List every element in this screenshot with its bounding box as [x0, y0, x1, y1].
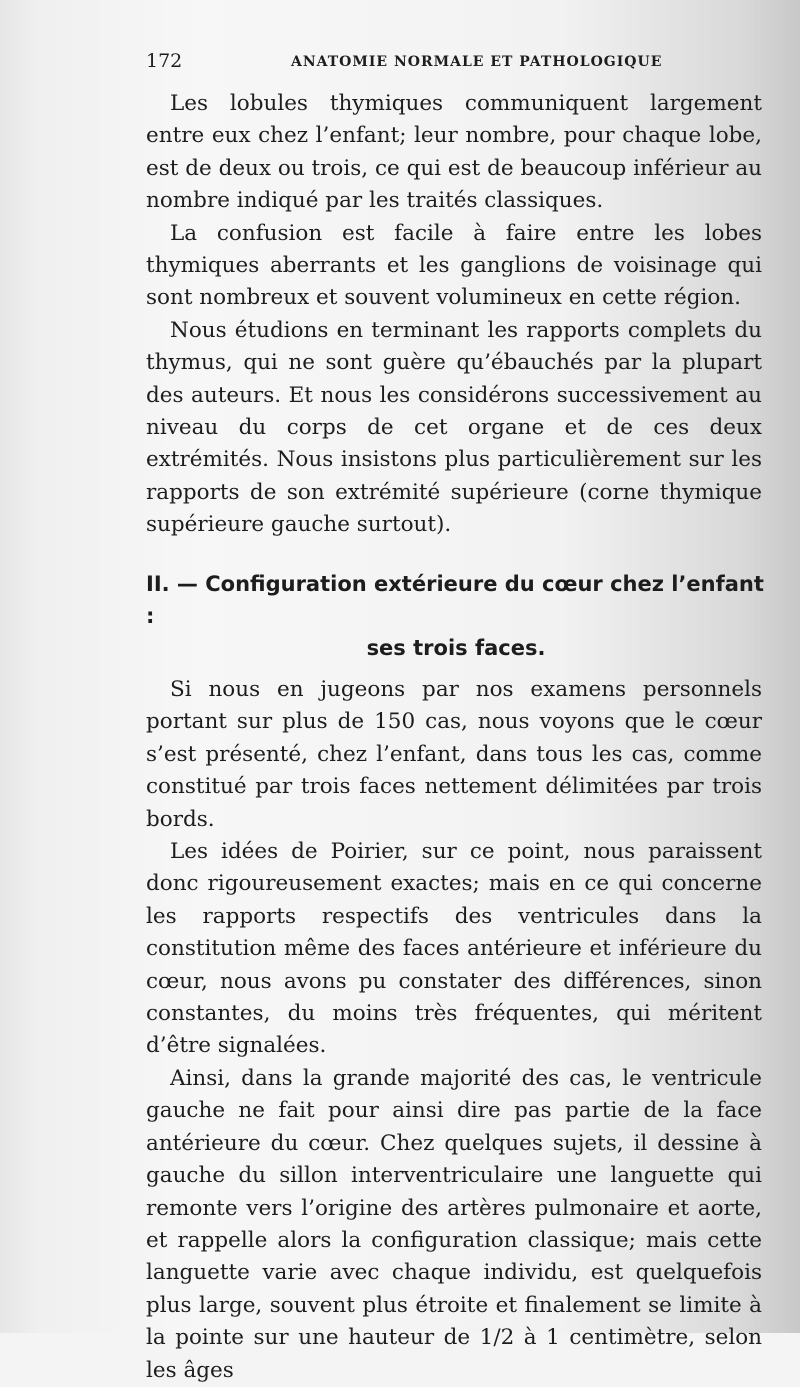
top-text-block	[146, 88, 762, 542]
paragraph-confusion: La confusion est facile à faire entre les lobes thymiques aberrants et les ganglions de voisinage qui sont nombreux et souvent volumineux en cette région.	[146, 220, 762, 311]
section-heading	[146, 568, 766, 664]
running-title: ANATOMIE NORMALE ET PATHOLOGIQUE	[291, 54, 663, 70]
page-number: 172	[146, 50, 183, 72]
paragraph-poirier: Les idées de Poirier, sur ce point, nous paraissent donc rigoureusement exactes; mais en ce qui concerne les rapports respectifs des ventricules dans la constitution même des faces antérieure et inférieure du cœur, nous avons pu constater des différences, sinon constantes, du moins très fréquentes, qui méritent d’être signalées.	[146, 839, 762, 1059]
section-heading-line1: II. — Configuration extérieure du cœur chez l’enfant :	[146, 572, 764, 628]
paragraph-ventricule: Ainsi, dans la grande majorité des cas, le ventricule gauche ne fait pour ainsi dire pas partie de la face antérieure du cœur. Chez quelques sujets, il dessine à gauche du sillon interventriculaire une languette qui remonte vers l’origine des artères pulmonaire et aorte, et rappelle alors la configuration classique; mais cette languette varie avec chaque individu, est quelquefois plus large, souvent plus étroite et finalement se limite à la pointe sur une hauteur de 1/2 à 1 centimètre, selon les âges	[146, 1065, 762, 1383]
running-head	[146, 50, 766, 78]
paragraph-examens: Si nous en jugeons par nos examens personnels portant sur plus de 150 cas, nous voyons que le cœur s’est présenté, chez l’enfant, dans tous les cas, comme constitué par trois faces nettement délimitées par trois bords.	[146, 677, 762, 832]
paragraph-rapports: Nous étudions en terminant les rapports complets du thymus, qui ne sont guère qu’ébauchés par la plupart des auteurs. Et nous les considérons successivement au niveau du corps de cet organe et de ces deux extrémités. Nous insistons plus particulièrement sur les rapports de son extrémité supérieure (corne thymique supérieure gauche surtout).	[146, 317, 762, 538]
section-heading-line2: ses trois faces.	[366, 636, 546, 660]
paragraph-lobules: Les lobules thymiques communiquent largement entre eux chez l’enfant; leur nombre, pour chaque lobe, est de deux ou trois, ce qui est de beaucoup inférieur au nombre indiqué par les traités classiques.	[146, 91, 762, 214]
bottom-text-block	[146, 674, 762, 1387]
